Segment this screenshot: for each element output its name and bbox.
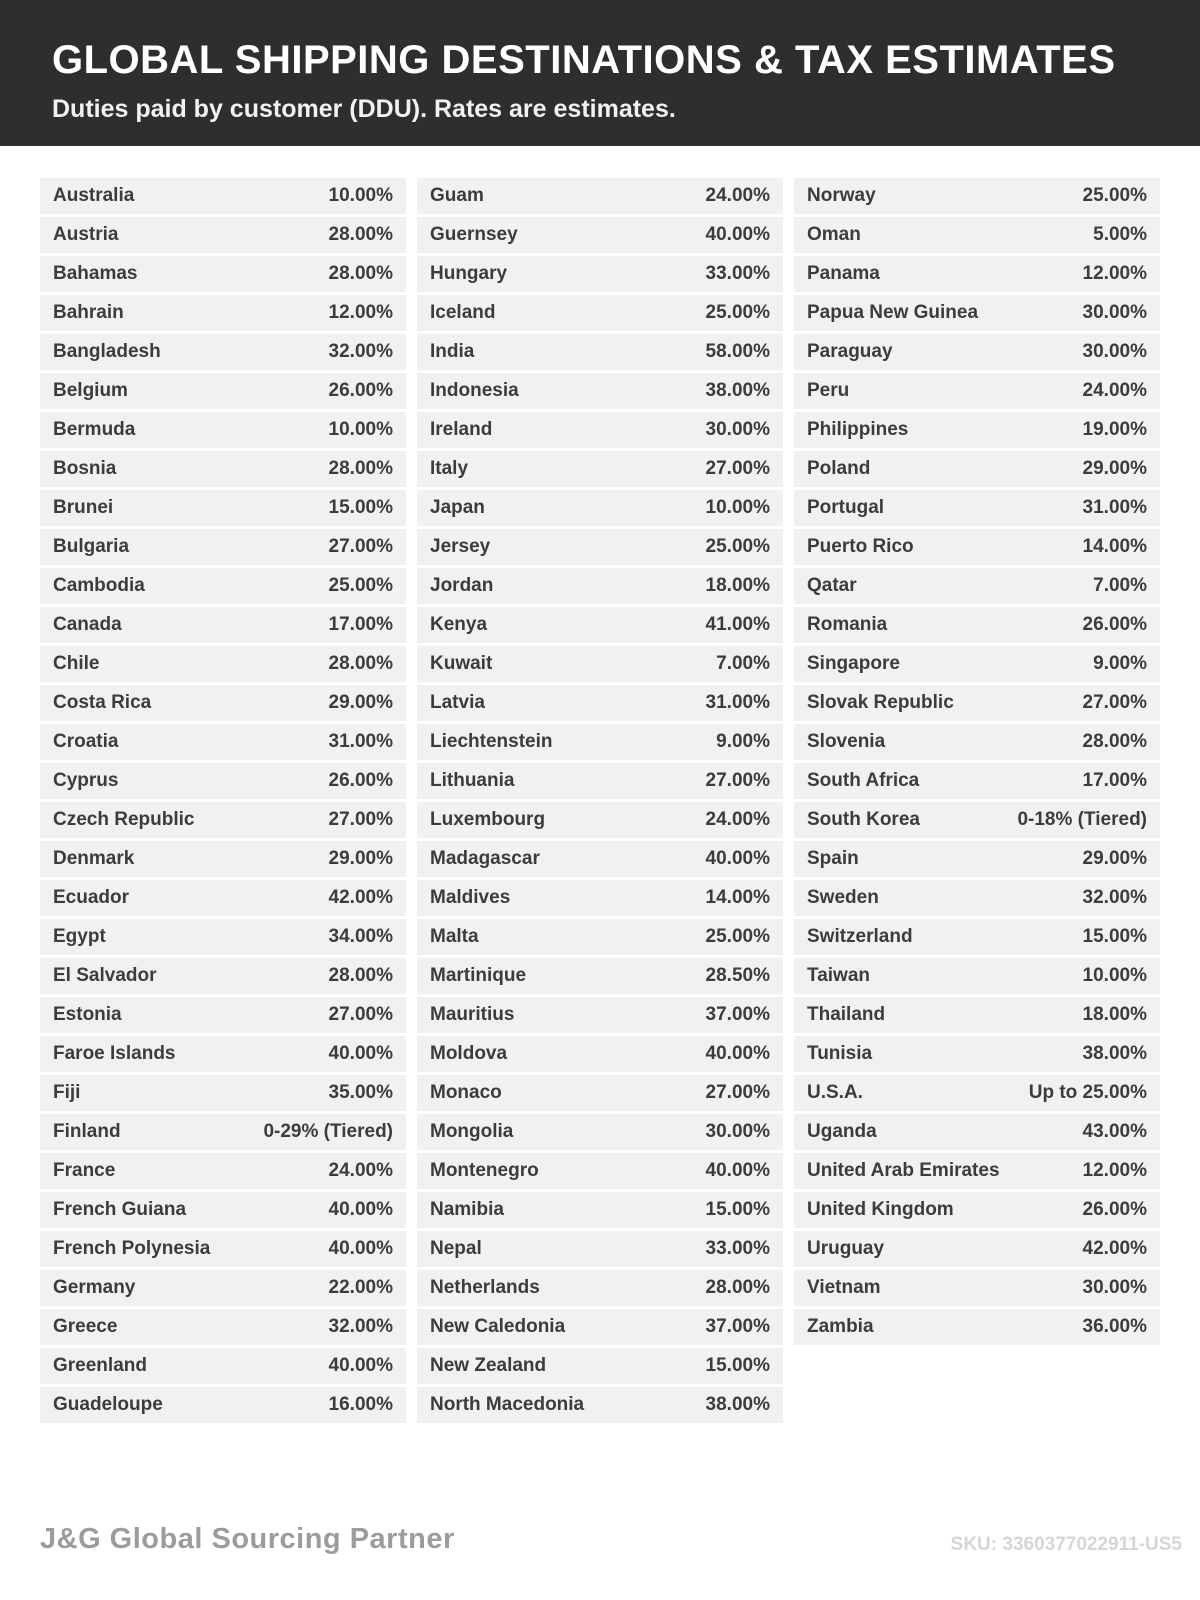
tax-rate: 31.00% [1082,497,1147,518]
country-name: Fiji [53,1082,81,1103]
table-row [417,607,783,643]
country-name: Spain [807,848,859,869]
country-name: Papua New Guinea [807,302,979,323]
table-row [417,880,783,916]
table-row [794,1153,1160,1189]
table-row [417,256,783,292]
tax-rate: 27.00% [705,770,770,791]
table-row [40,568,406,604]
tax-rate: 12.00% [328,302,393,323]
tax-rate: 10.00% [328,419,393,440]
table-row [40,373,406,409]
table-row [40,997,406,1033]
tax-rate: 15.00% [328,497,393,518]
tax-rate: 29.00% [1082,458,1147,479]
tax-rate: 32.00% [328,341,393,362]
tax-rate: 38.00% [1082,1043,1147,1064]
tax-rate: 28.00% [328,263,393,284]
table-row [417,451,783,487]
country-name: Kenya [430,614,488,635]
table-row [794,1270,1160,1306]
country-name: Maldives [430,887,511,908]
country-name: French Guiana [53,1199,187,1220]
table-row [794,880,1160,916]
table-row [417,217,783,253]
tax-rate: 27.00% [328,536,393,557]
table-row [40,1036,406,1072]
table-row [794,1075,1160,1111]
table-row [40,763,406,799]
tax-rate: 33.00% [705,1238,770,1259]
tax-rate: 28.00% [705,1277,770,1298]
country-name: Hungary [430,263,508,284]
table-row [417,1153,783,1189]
tax-rate: 26.00% [328,380,393,401]
tax-rate: 40.00% [705,224,770,245]
country-name: Egypt [53,926,106,947]
tax-rate: 36.00% [1082,1316,1147,1337]
country-name: Latvia [430,692,485,713]
table-row [417,412,783,448]
table-row [40,529,406,565]
tax-rate: 10.00% [328,185,393,206]
tax-rate: 37.00% [705,1316,770,1337]
country-name: France [53,1160,116,1181]
tax-rate: 26.00% [1082,614,1147,635]
table-row [417,490,783,526]
tax-rate: 24.00% [1082,380,1147,401]
country-name: Montenegro [430,1160,539,1181]
table-row [417,373,783,409]
country-name: Madagascar [430,848,540,869]
country-name: Portugal [807,497,885,518]
tax-rate: 12.00% [1082,1160,1147,1181]
tax-rate: 30.00% [1082,302,1147,323]
country-name: Ecuador [53,887,130,908]
tax-rate: 41.00% [705,614,770,635]
page-header [0,0,1200,146]
rates-table [0,146,1200,1423]
tax-rate: 27.00% [1082,692,1147,713]
country-name: Uruguay [807,1238,885,1259]
country-name: South Korea [807,809,920,830]
table-row [40,958,406,994]
tax-rate: 30.00% [1082,1277,1147,1298]
country-name: Qatar [807,575,857,596]
table-row [40,841,406,877]
country-name: Malta [430,926,479,947]
country-name: Taiwan [807,965,870,986]
tax-rate: 0-29% (Tiered) [263,1121,393,1142]
table-row [794,958,1160,994]
country-name: Indonesia [430,380,519,401]
table-row [794,568,1160,604]
sku-text: SKU: 3360377022911-US5 [950,1534,1182,1555]
tax-rate: 10.00% [705,497,770,518]
tax-rate: 38.00% [705,1394,770,1415]
tax-rate: 15.00% [705,1199,770,1220]
table-row [417,802,783,838]
country-name: Croatia [53,731,119,752]
table-row [794,412,1160,448]
country-name: Paraguay [807,341,893,362]
table-row [794,919,1160,955]
table-row [417,1075,783,1111]
country-name: Costa Rica [53,692,152,713]
tax-rate: 40.00% [705,848,770,869]
tax-rate: 29.00% [1082,848,1147,869]
table-row [40,646,406,682]
table-row [794,802,1160,838]
table-row [417,919,783,955]
table-row [40,1309,406,1345]
country-name: Bangladesh [53,341,161,362]
table-row [417,295,783,331]
tax-rate: 19.00% [1082,419,1147,440]
tax-rate: 15.00% [705,1355,770,1376]
tax-rate: 25.00% [1082,185,1147,206]
country-name: Guernsey [430,224,518,245]
brand-text: J&G Global Sourcing Partner [40,1523,455,1555]
tax-rate: 32.00% [328,1316,393,1337]
country-name: Jersey [430,536,491,557]
page-title: GLOBAL SHIPPING DESTINATIONS & TAX ESTIMATES [52,38,1116,82]
tax-rate: 7.00% [716,653,770,674]
tax-rate: 18.00% [1082,1004,1147,1025]
tax-rate: 40.00% [705,1160,770,1181]
country-name: Philippines [807,419,909,440]
country-name: Canada [53,614,122,635]
table-row [40,802,406,838]
table-row [794,685,1160,721]
country-name: Belgium [53,380,128,401]
tax-rate: 29.00% [328,848,393,869]
country-name: Germany [53,1277,136,1298]
table-row [794,646,1160,682]
table-row [40,178,406,214]
tax-rate: 12.00% [1082,263,1147,284]
country-name: Poland [807,458,871,479]
tax-rate: 14.00% [1082,536,1147,557]
table-row [40,919,406,955]
country-name: Greenland [53,1355,147,1376]
tax-rate: 31.00% [328,731,393,752]
table-row [794,256,1160,292]
country-name: Thailand [807,1004,886,1025]
country-name: Puerto Rico [807,536,914,557]
table-row [794,1114,1160,1150]
table-row [40,451,406,487]
tax-rate: 43.00% [1082,1121,1147,1142]
tax-rate: 0-18% (Tiered) [1017,809,1147,830]
country-name: U.S.A. [807,1082,863,1103]
tax-rate: 26.00% [1082,1199,1147,1220]
country-name: Bahrain [53,302,124,323]
table-row [794,529,1160,565]
country-name: Switzerland [807,926,913,947]
tax-rate: 25.00% [705,302,770,323]
table-row [40,256,406,292]
table-row [794,295,1160,331]
table-row [417,568,783,604]
tax-rate: 17.00% [1082,770,1147,791]
country-name: Vietnam [807,1277,881,1298]
tax-rate: 27.00% [328,1004,393,1025]
tax-rate: 40.00% [328,1199,393,1220]
table-row [417,334,783,370]
tax-rate: 58.00% [705,341,770,362]
country-name: Nepal [430,1238,482,1259]
tax-rate: 30.00% [1082,341,1147,362]
tax-rate: 34.00% [328,926,393,947]
country-name: Iceland [430,302,496,323]
table-row [794,607,1160,643]
tax-rate: 24.00% [328,1160,393,1181]
tax-rate: 33.00% [705,263,770,284]
country-name: Uganda [807,1121,877,1142]
table-row [417,685,783,721]
tax-rate: 25.00% [328,575,393,596]
country-name: Panama [807,263,880,284]
tax-rate: 28.00% [328,224,393,245]
table-row [417,1231,783,1267]
country-name: Ireland [430,419,493,440]
country-name: Slovak Republic [807,692,954,713]
table-row [417,1114,783,1150]
tax-rate: 37.00% [705,1004,770,1025]
tax-rate: 28.00% [328,458,393,479]
tax-rate: 9.00% [1093,653,1147,674]
tax-rate: 28.00% [1082,731,1147,752]
tax-rate: 25.00% [705,926,770,947]
table-row [417,763,783,799]
rates-column-2 [417,178,783,1423]
table-row [794,373,1160,409]
table-row [794,1192,1160,1228]
country-name: South Africa [807,770,920,791]
tax-rate: 22.00% [328,1277,393,1298]
country-name: Finland [53,1121,121,1142]
country-name: Liechtenstein [430,731,553,752]
country-name: North Macedonia [430,1394,585,1415]
table-row [40,1231,406,1267]
tax-rate: 40.00% [328,1043,393,1064]
tax-rate: 40.00% [705,1043,770,1064]
tax-rate: 27.00% [705,1082,770,1103]
country-name: Martinique [430,965,527,986]
table-row [417,646,783,682]
country-name: Peru [807,380,850,401]
table-row [794,451,1160,487]
country-name: Greece [53,1316,118,1337]
country-name: Monaco [430,1082,502,1103]
country-name: Jordan [430,575,494,596]
table-row [794,724,1160,760]
table-row [417,1348,783,1384]
table-row [40,1114,406,1150]
table-row [40,217,406,253]
tax-rate: 42.00% [328,887,393,908]
table-row [40,334,406,370]
country-name: Mauritius [430,1004,515,1025]
tax-rate: 7.00% [1093,575,1147,596]
page-footer [0,1523,1200,1600]
table-row [40,1192,406,1228]
tax-rate: 15.00% [1082,926,1147,947]
country-name: Bermuda [53,419,136,440]
table-row [794,1036,1160,1072]
table-row [40,412,406,448]
country-name: Slovenia [807,731,886,752]
country-name: Faroe Islands [53,1043,176,1064]
tax-rate: 30.00% [705,1121,770,1142]
country-name: Cambodia [53,575,145,596]
country-name: Brunei [53,497,114,518]
country-name: Japan [430,497,485,518]
tax-rate: 30.00% [705,419,770,440]
tax-rate: Up to 25.00% [1028,1082,1147,1103]
table-row [794,1231,1160,1267]
country-name: Guam [430,185,484,206]
table-row [417,724,783,760]
tax-rate: 40.00% [328,1355,393,1376]
table-row [417,958,783,994]
table-row [417,841,783,877]
tax-rate: 27.00% [705,458,770,479]
table-row [417,1270,783,1306]
country-name: Moldova [430,1043,508,1064]
country-name: Tunisia [807,1043,873,1064]
tax-rate: 14.00% [705,887,770,908]
table-row [417,1192,783,1228]
table-row [417,1387,783,1423]
table-row [417,529,783,565]
tax-rate: 31.00% [705,692,770,713]
table-row [794,997,1160,1033]
country-name: New Zealand [430,1355,547,1376]
table-row [40,685,406,721]
country-name: United Kingdom [807,1199,954,1220]
table-row [40,607,406,643]
country-name: Romania [807,614,888,635]
rates-column-1 [40,178,406,1423]
country-name: India [430,341,475,362]
country-name: Guadeloupe [53,1394,163,1415]
tax-rate: 5.00% [1093,224,1147,245]
country-name: Zambia [807,1316,874,1337]
rates-column-3 [794,178,1160,1345]
country-name: Bosnia [53,458,117,479]
tax-rate: 28.50% [705,965,770,986]
country-name: Austria [53,224,119,245]
table-row [40,1075,406,1111]
country-name: Denmark [53,848,135,869]
tax-rate: 9.00% [716,731,770,752]
table-row [794,490,1160,526]
country-name: French Polynesia [53,1238,211,1259]
country-name: Norway [807,185,876,206]
country-name: Bahamas [53,263,138,284]
tax-rate: 38.00% [705,380,770,401]
table-row [40,880,406,916]
table-row [40,1348,406,1384]
table-row [794,178,1160,214]
country-name: Oman [807,224,861,245]
table-row [794,217,1160,253]
tax-rate: 16.00% [328,1394,393,1415]
table-row [794,334,1160,370]
country-name: Estonia [53,1004,122,1025]
table-row [40,1270,406,1306]
country-name: Bulgaria [53,536,130,557]
country-name: United Arab Emirates [807,1160,1000,1181]
table-row [40,295,406,331]
table-row [794,763,1160,799]
country-name: New Caledonia [430,1316,566,1337]
country-name: Kuwait [430,653,493,674]
tax-rate: 35.00% [328,1082,393,1103]
table-row [417,997,783,1033]
tax-rate: 26.00% [328,770,393,791]
country-name: Namibia [430,1199,504,1220]
table-row [40,490,406,526]
country-name: Lithuania [430,770,515,791]
table-row [417,1036,783,1072]
tax-rate: 27.00% [328,809,393,830]
tax-rate: 24.00% [705,809,770,830]
country-name: Luxembourg [430,809,546,830]
country-name: Netherlands [430,1277,540,1298]
tax-rate: 42.00% [1082,1238,1147,1259]
country-name: Chile [53,653,100,674]
table-row [40,1153,406,1189]
tax-rate: 18.00% [705,575,770,596]
tax-rate: 40.00% [328,1238,393,1259]
table-row [794,1309,1160,1345]
table-row [417,178,783,214]
country-name: Mongolia [430,1121,514,1142]
country-name: Sweden [807,887,879,908]
tax-rate: 32.00% [1082,887,1147,908]
country-name: Australia [53,185,135,206]
table-row [417,1309,783,1345]
table-row [40,724,406,760]
page-subtitle: Duties paid by customer (DDU). Rates are estimates. [52,95,676,123]
tax-rate: 28.00% [328,653,393,674]
table-row [40,1387,406,1423]
country-name: Cyprus [53,770,119,791]
tax-rate: 29.00% [328,692,393,713]
table-row [794,841,1160,877]
country-name: El Salvador [53,965,157,986]
tax-rate: 25.00% [705,536,770,557]
country-name: Singapore [807,653,900,674]
country-name: Czech Republic [53,809,195,830]
tax-rate: 17.00% [328,614,393,635]
tax-rate: 10.00% [1082,965,1147,986]
country-name: Italy [430,458,469,479]
tax-rate: 24.00% [705,185,770,206]
tax-rate: 28.00% [328,965,393,986]
